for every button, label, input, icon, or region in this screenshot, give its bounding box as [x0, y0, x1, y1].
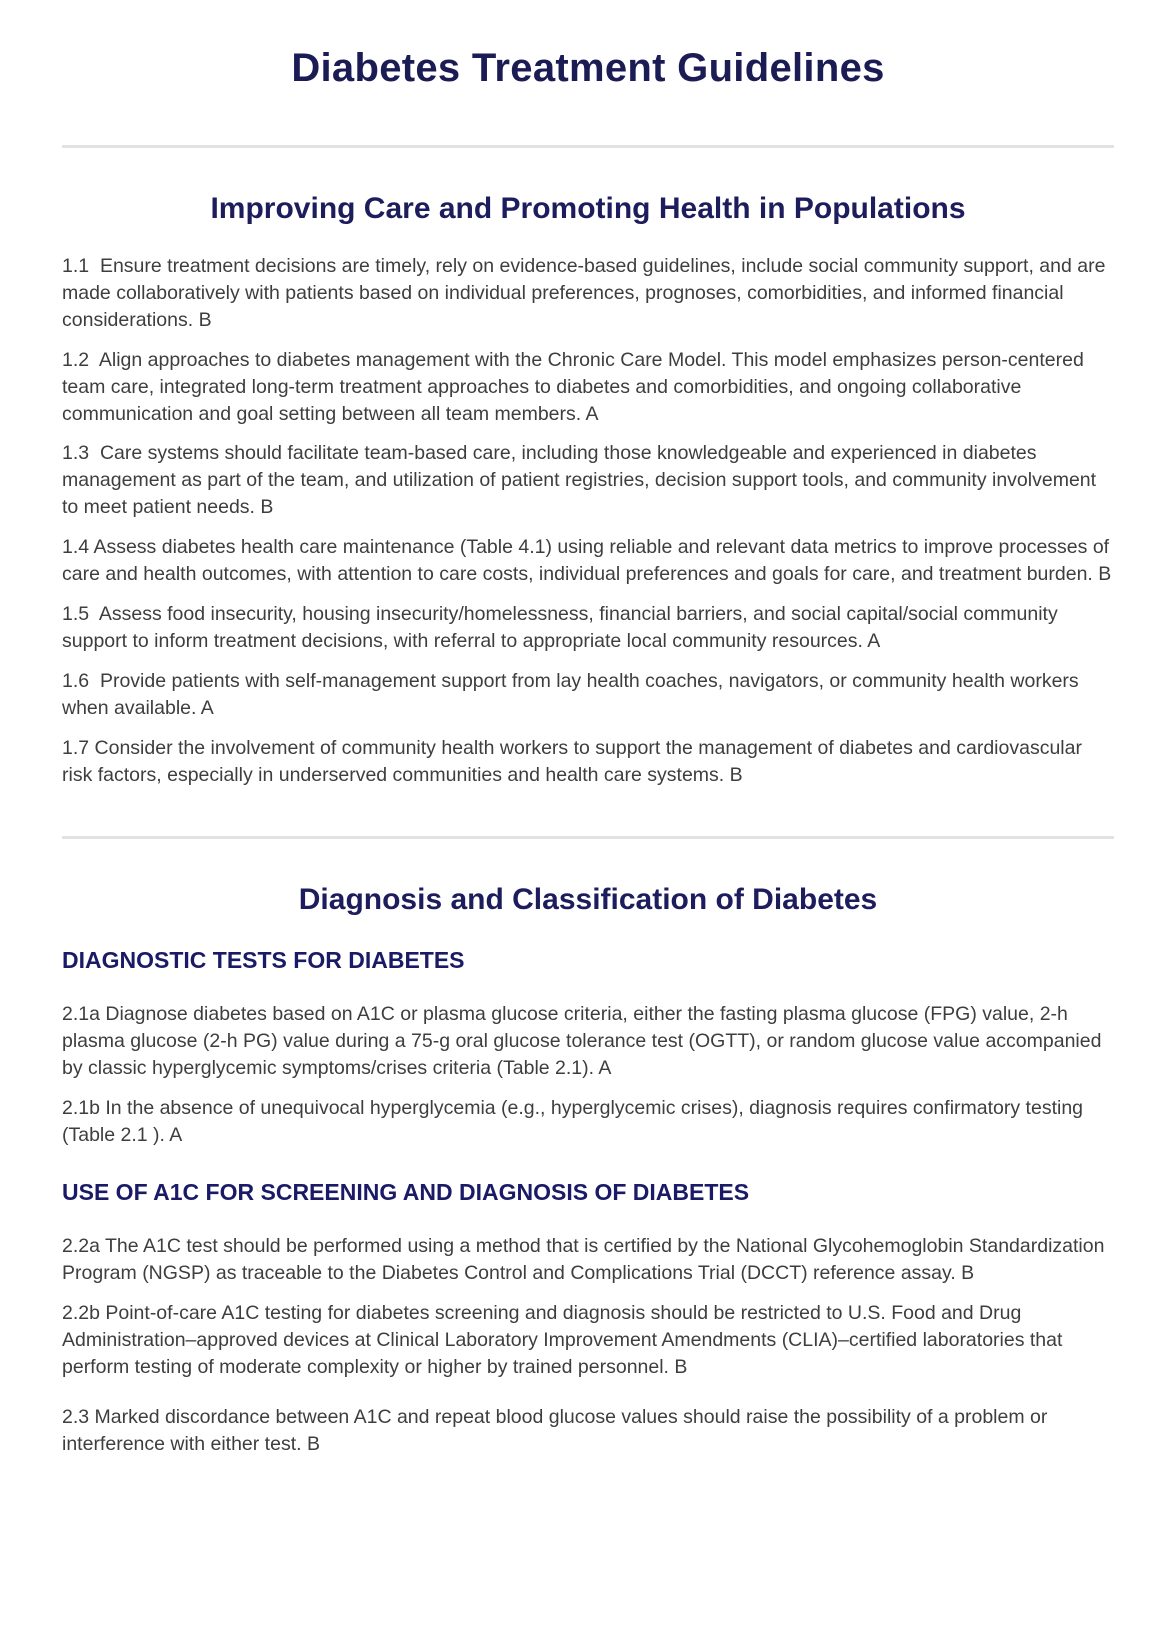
section-divider	[62, 836, 1114, 839]
recommendation-2-1b: 2.1b In the absence of unequivocal hyperglycemia (e.g., hyperglycemic crises), diagnosis requires confirmatory testing (Table 2.1 ). A	[62, 1097, 1089, 1147]
recommendation-2-2b: 2.2b Point-of-care A1C testing for diabetes screening and diagnosis should be restricted to U.S. Food and Drug Administration–approved devices at Clinical Laboratory Improvement Amendments (CLIA)–certified laboratories that perform testing of moderate complexity or higher by trained personnel. B	[62, 1301, 1068, 1378]
subheading-a1c-screening: USE OF A1C FOR SCREENING AND DIAGNOSIS OF DIABETES	[62, 1178, 750, 1205]
recommendation-1-2: 1.2 Align approaches to diabetes management with the Chronic Care Model. This model emphasizes person-centered team care, integrated long-term treatment approaches to diabetes and comorbidities, and ongoing collaborative communication and goal setting between all team members. A	[62, 348, 1090, 425]
recommendation-1-3: 1.3 Care systems should facilitate team-based care, including those knowledgeable and experienced in diabetes management as part of the team, and utilization of patient registries, decision support tools, and community involvement to meet patient needs. B	[62, 442, 1102, 519]
recommendation-2-3: 2.3 Marked discordance between A1C and repeat blood glucose values should raise the possibility of a problem or interference with either test. B	[62, 1406, 1053, 1456]
section-heading-populations: Improving Care and Promoting Health in Populations	[210, 192, 966, 225]
subheading-diagnostic-tests: DIAGNOSTIC TESTS FOR DIABETES	[62, 947, 465, 974]
recommendation-1-6: 1.6 Provide patients with self-management support from lay health coaches, navigators, or community health workers when available. A	[62, 669, 1085, 719]
recommendation-2-2a: 2.2a The A1C test should be performed using a method that is certified by the National Glycohemoglobin Standardization Program (NGSP) as traceable to the Diabetes Control and Complications Trial (DCCT) reference assay. B	[62, 1234, 1110, 1284]
recommendation-1-1: 1.1 Ensure treatment decisions are timely, rely on evidence-based guidelines, include social community support, and are made collaboratively with patients based on individual preferences, prognoses, comorbidities, and informed financial considerations. B	[62, 255, 1111, 331]
recommendation-1-4: 1.4 Assess diabetes health care maintenance (Table 4.1) using reliable and relevant data metrics to improve processes of care and health outcomes, with attention to care costs, individual preferences and goals for care, and treatment burden. B	[62, 536, 1115, 586]
recommendation-1-7: 1.7 Consider the involvement of community health workers to support the management of diabetes and cardiovascular risk factors, especially in underserved communities and health care systems. B	[62, 736, 1088, 786]
recommendation-2-1a: 2.1a Diagnose diabetes based on A1C or plasma glucose criteria, either the fasting plasma glucose (FPG) value, 2-h plasma glucose (2-h PG) value during a 75-g oral glucose tolerance test (OGTT), or random glucose value accompanied by classic hyperglycemic symptoms/crises criteria (Table 2.1). A	[62, 1003, 1107, 1080]
section-divider	[62, 145, 1114, 148]
page-title: Diabetes Treatment Guidelines	[291, 46, 885, 90]
recommendation-1-5: 1.5 Assess food insecurity, housing insecurity/homelessness, financial barriers, and social capital/social community support to inform treatment decisions, with referral to appropriate local community resources. A	[62, 602, 1064, 652]
section-heading-diagnosis: Diagnosis and Classification of Diabetes	[298, 883, 878, 917]
